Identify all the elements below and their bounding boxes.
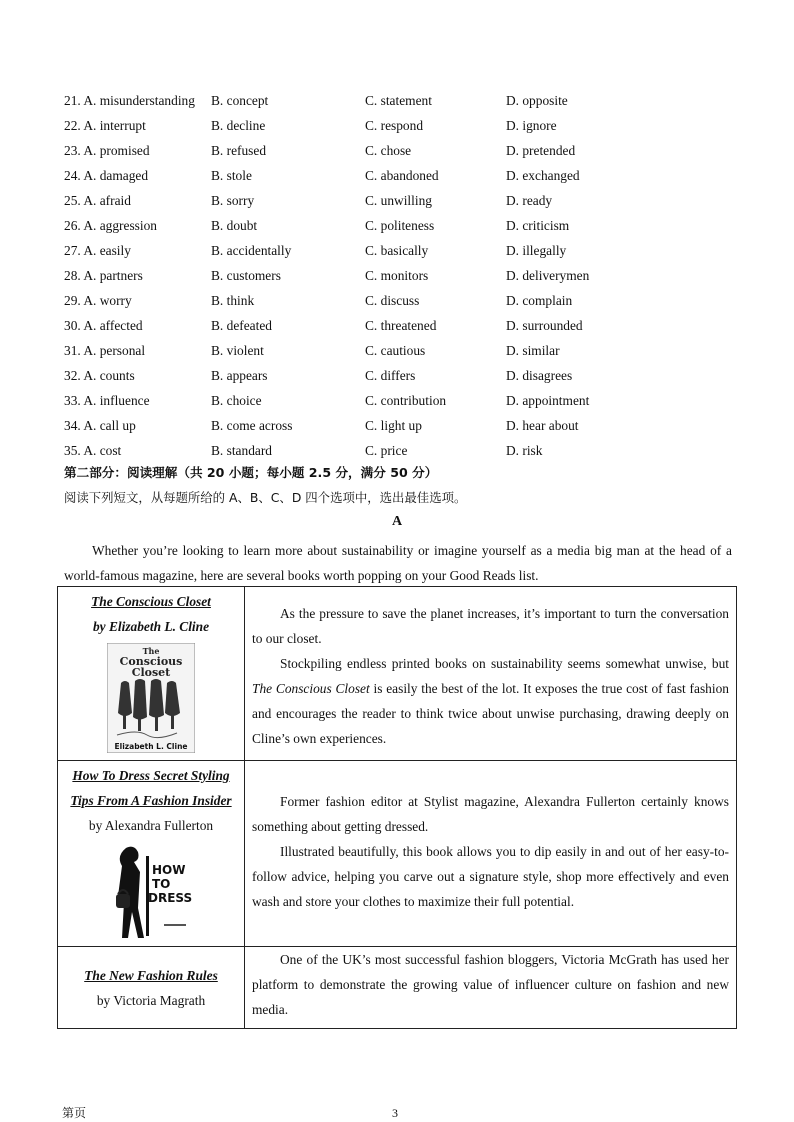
option-a: 23. A. promised <box>64 142 150 158</box>
book-row <box>58 947 737 1029</box>
book-title: How To Dress Secret Styling <box>72 768 230 783</box>
option-c: C. politeness <box>365 217 435 233</box>
option-d: D. surrounded <box>506 317 583 333</box>
question-row <box>64 363 656 388</box>
book-paragraph: As the pressure to save the planet increases, it’s important to turn the conversation to our closet. <box>252 606 729 646</box>
book-paragraph: Former fashion editor at Stylist magazine, Alexandra Fullerton certainly knows something about getting dressed. <box>252 794 729 834</box>
book-info <box>58 761 245 947</box>
book-row <box>58 761 737 947</box>
option-b: B. accidentally <box>211 242 292 258</box>
option-c: C. monitors <box>365 267 429 283</box>
option-a: 21. A. misunderstanding <box>64 92 195 108</box>
option-a: 33. A. influence <box>64 392 150 408</box>
option-a: 31. A. personal <box>64 342 146 358</box>
book-author: by Alexandra Fullerton <box>88 818 214 833</box>
option-b: B. concept <box>211 92 269 108</box>
option-a: 24. A. damaged <box>64 167 149 183</box>
option-a: 30. A. affected <box>64 317 143 333</box>
option-c: C. discuss <box>365 292 420 308</box>
question-row <box>64 313 656 338</box>
question-row <box>64 213 656 238</box>
book-info <box>58 587 245 761</box>
cover-title-line: The <box>142 646 160 656</box>
passage-intro: Whether you’re looking to learn more about sustainability or imagine yourself as a media big man at the head of a world-famous magazine, here are several books worth popping on your Good Reads list. <box>64 543 732 583</box>
question-row <box>64 138 656 163</box>
option-b: B. refused <box>211 142 267 158</box>
cover-title-line: Closet <box>131 666 171 679</box>
option-d: D. appointment <box>506 392 590 408</box>
question-row <box>64 163 656 188</box>
options-list <box>64 88 656 463</box>
footer-label: 第页 <box>62 1106 87 1120</box>
cover-author-text: Elizabeth L. Cline <box>114 742 188 751</box>
question-row <box>64 88 656 113</box>
option-d: D. deliverymen <box>506 267 590 283</box>
book-author: by Victoria Magrath <box>96 992 206 1008</box>
book-description <box>245 947 737 1029</box>
book-title: Tips From A Fashion Insider <box>70 793 232 808</box>
option-c: C. cautious <box>365 342 426 358</box>
question-row <box>64 113 656 138</box>
option-c: C. basically <box>365 242 429 258</box>
page-number: 3 <box>392 1106 398 1120</box>
option-c: C. contribution <box>365 392 447 408</box>
cover-text: TO <box>152 877 171 891</box>
option-d: D. exchanged <box>506 167 580 183</box>
option-d: D. opposite <box>506 92 568 108</box>
option-c: C. differs <box>365 367 416 383</box>
option-c: C. unwilling <box>365 192 432 208</box>
option-b: B. appears <box>211 367 268 383</box>
book-paragraph: Stockpiling endless printed books on sustainability seems somewhat unwise, but The Conscious Closet is easily the best of the lot. It exposes the true cost of fast fashion and encourages the reader to think twice about unwise purchasing, drawing deeply on Cline’s own experiences. <box>252 656 729 746</box>
option-b: B. decline <box>211 117 266 133</box>
option-d: D. criticism <box>506 217 570 233</box>
question-row <box>64 288 656 313</box>
cover-text: DRESS <box>148 891 193 905</box>
book-cover-image <box>108 842 194 940</box>
option-a: 25. A. afraid <box>64 192 131 208</box>
books-table <box>57 586 737 1029</box>
option-d: D. ignore <box>506 117 557 133</box>
option-a: 34. A. call up <box>64 417 136 433</box>
book-row <box>58 587 737 761</box>
question-row <box>64 188 656 213</box>
book-cover-image <box>107 643 195 753</box>
option-a: 28. A. partners <box>64 267 143 283</box>
option-c: C. threatened <box>365 317 437 333</box>
question-row <box>64 413 656 438</box>
option-c: C. statement <box>365 92 432 108</box>
option-b: B. come across <box>211 417 293 433</box>
section-instruction: 阅读下列短文，从每题所给的 A、B、C、D 四个选项中，选出最佳选项。 <box>64 490 467 505</box>
option-b: B. violent <box>211 342 264 358</box>
option-d: D. hear about <box>506 417 579 433</box>
option-d: D. disagrees <box>506 367 573 383</box>
book-description <box>245 587 737 761</box>
question-row <box>64 388 656 413</box>
option-c: C. light up <box>365 417 422 433</box>
question-row <box>64 238 656 263</box>
question-row <box>64 438 656 463</box>
option-d: D. pretended <box>506 142 576 158</box>
book-paragraph: Illustrated beautifully, this book allows you to dip easily in and out of her easy-to-follow advice, helping you carve out a signature style, shop more effectively and even wash and store your clothes to maximize their full potential. <box>252 844 729 909</box>
book-description <box>245 761 737 947</box>
option-b: B. doubt <box>211 217 258 233</box>
option-b: B. standard <box>211 442 272 458</box>
option-a: 32. A. counts <box>64 367 135 383</box>
option-c: C. respond <box>365 117 424 133</box>
option-c: C. chose <box>365 142 412 158</box>
option-d: D. risk <box>506 442 543 458</box>
option-d: D. similar <box>506 342 560 358</box>
book-title: The Conscious Closet <box>91 594 211 609</box>
option-b: B. sorry <box>211 192 255 208</box>
cover-text: HOW <box>152 863 186 877</box>
option-a: 35. A. cost <box>64 442 122 458</box>
option-d: D. ready <box>506 192 553 208</box>
option-a: 26. A. aggression <box>64 217 157 233</box>
option-b: B. stole <box>211 167 252 183</box>
question-row <box>64 263 656 288</box>
option-a: 22. A. interrupt <box>64 117 146 133</box>
option-c: C. abandoned <box>365 167 439 183</box>
option-d: D. complain <box>506 292 573 308</box>
option-b: B. think <box>211 292 255 308</box>
option-a: 29. A. worry <box>64 292 132 308</box>
book-info <box>58 947 245 1029</box>
question-row <box>64 338 656 363</box>
cover-title-line: Conscious <box>119 655 183 668</box>
book-paragraph: One of the UK’s most successful fashion bloggers, Victoria McGrath has used her platform to demonstrate the growing value of influencer culture on fashion and new media. <box>252 952 729 1017</box>
option-a: 27. A. easily <box>64 242 131 258</box>
option-b: B. choice <box>211 392 262 408</box>
option-b: B. defeated <box>211 317 272 333</box>
option-b: B. customers <box>211 267 281 283</box>
option-d: D. illegally <box>506 242 567 258</box>
passage-letter: A <box>391 514 403 529</box>
section-title: 第二部分：阅读理解（共 20 小题；每小题 2.5 分，满分 50 分） <box>64 465 438 480</box>
option-c: C. price <box>365 442 408 458</box>
book-title: The New Fashion Rules <box>84 967 218 983</box>
book-author: by Elizabeth L. Cline <box>92 619 210 634</box>
